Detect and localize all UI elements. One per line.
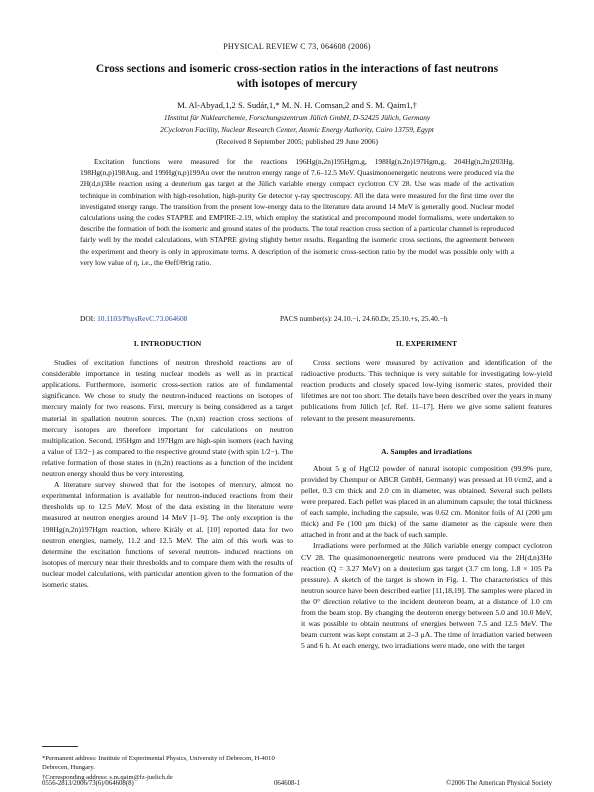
left-column [42,338,293,590]
doi-link[interactable]: 10.1103/PhysRevC.73.064608 [97,314,188,323]
footer-copyright: ©2006 The American Physical Society [446,780,552,787]
intro-paragraph-2: A literature survey showed that for the isotopes of mercury, almost no experimental information is available for neutron-induced reactions from their thresholds up to 12.5 MeV. Most of the data existing in the literature were measured at neutron energies around 14 MeV [1–9]. The only exception is the 198Hg(n,2n)197Hgm reaction, where Király et al. [10] reported data for two neutron energies, namely, 11.2 and 12.5 MeV. The aim of this work was to determine the excitation functions of several neutron- induced reactions on isotopes of mercury near their thresholds and to compare them with the results of nuclear model calculations, with particular attention given to the formation of the isomeric states. [42,480,293,589]
footer-page-number: 064608-1 [274,780,301,787]
footnote-divider [42,746,78,747]
doi-pacs-line [80,314,514,323]
doi-label: DOI: [80,314,96,323]
footnote-corresponding-address: †Corresponding address: s.m.qaim@fz-juelich.de [42,773,173,781]
samples-paragraph-2: Irradiations were performed at the Jülich variable energy compact cyclotron CV 28. The quasimonoenergetic neutrons were produced via the 2H(d,n)3He reaction (Q = 3.27 MeV) on a deuterium gas target (3.7 cm long, 1.8 × 105 Pa pressure). A sketch of the target is shown in Fig. 1. The characteristics of this neutron source have been described earlier [11,18,19]. The samples were placed in the 0° direction relative to the incident deuteron beam, at a distance of 1.0 cm from the beam stop. By changing the deuteron energy between 5.0 and 10.0 MeV, it was possible to obtain neutrons of energies between 7.5 and 12.5 MeV. The beam current was kept constant at 2–3 μA. The time of irradiation varied between 5 and 6 h. At each energy, two irradiations were made, one with the target [301,541,552,651]
footer-issn: 0556-2813/2006/73(6)/064608(8) [42,780,134,787]
samples-paragraph-1: About 5 g of HgCl2 powder of natural isotopic composition (99.9% pure, provided by Chempur or ABCR GmbH, Germany) was pressed at 10 t/cm2, and a pellet, 0.3 cm thick and 2.0 cm in diameter, was obtained. Several such pellets were prepared. Each pellet was placed in an aluminum capsule; the total thickness of each sample, including the capsule, was 0.62 cm. Monitor foils of Al (200 μm thick) and Fe (100 μm thick) of the same diameter as the capsule were then attached in front and at the back of each sample. [301,463,552,540]
abstract: Excitation functions were measured for the reactions 196Hg(n,2n)195Hgm,g, 198Hg(n,2n)197Hgm,g, 204Hg(n,2n)203Hg, 198Hg(n,p)198Aug, and 199Hg(n,p)199Au over the neutron energy range of 7.6–12.5 MeV. Quasimonoenergetic neutrons were produced via the 2H(d,n)3He reaction using a deuterium gas target at the Jülich variable energy compact cyclotron CV 28. Use was made of the activation technique in combination with high-resolution, high-purity Ge detector γ-ray spectroscopy. All the data were measured for the first time over the investigated energy range. The transition from the present low-energy data to the literature data around 14 MeV is generally good. Nuclear model calculations using the codes STAPRE and EMPIRE-2.19, which employ the statistical and precompound model formalisms, were undertaken to describe the formation of both the isomeric and ground states of the products. The total reaction cross section of a particular channel is reproduced fairly well by the model calculations, with STAPRE giving slightly better results. Regarding the isomeric cross sections, the agreement between the experiment and theory is only in approximate terms. A description of the isomeric cross-section ratio by the model was possible only with a very low value of η, i.e., the Θeff/Θrig ratio. [80,157,514,267]
intro-paragraph-1: Studies of excitation functions of neutron threshold reactions are of considerable importance in testing nuclear models as well as in practical applications. Furthermore, isomeric cross-section ratios are of fundamental significance. We chose to study the neutron-induced reactions on isotopes of mercury mainly for two reasons. First, mercury is being considered as a target material in spallation neutron sources. The (n,xn) reaction cross sections of mercury isotopes are therefore important for calculations on neutron multiplication. Second, 195Hgm and 197Hgm are high-spin isomers (each having a value of 13/2−) as compared to the respective ground state (with spin 1/2−). The relative formation of those states in (n,2n) reactions as a function of the incident neutron energy should thus be very interesting. [42,358,293,479]
right-column [301,338,552,651]
footnotes [42,754,293,782]
affiliation-1: 1Institut für Nuklearchemie, Forschungszentrum Jülich GmbH, D-52425 Jülich, Germany [163,113,431,122]
affiliation-2: 2Cyclotron Facility, Nuclear Research Center, Atomic Energy Authority, Cairo 13759, Egypt [160,125,434,134]
author-list: M. Al-Abyad,1,2 S. Sudár,1,* M. N. H. Comsan,2 and S. M. Qaim1,† [177,100,417,110]
section-heading-introduction: I. INTRODUCTION [133,339,202,348]
subsection-heading-samples: A. Samples and irradiations [381,446,472,456]
pacs-numbers: PACS number(s): 24.10.−i, 24.60.Dr, 25.10.+s, 25.40.−h [280,314,448,323]
journal-header: PHYSICAL REVIEW C 73, 064608 (2006) [223,42,371,51]
section-heading-experiment: II. EXPERIMENT [395,339,458,348]
experiment-paragraph-1: Cross sections were measured by activation and identification of the radioactive products. This technique is very suitable for investigating low-yield reaction products and closely spaced low-lying isomeric states, provided their lifetimes are not too short. The details have been described over the years in many publications from Jülich [cf. Ref. 11–17]. Here we give some salient features relevant to the present measurements. [301,358,552,423]
footnote-permanent-address: *Permanent address: Institute of Experimental Physics, University of Debrecen, H-4010 Debrecen, Hungary. [42,755,275,772]
paper-title: Cross sections and isomeric cross-section ratios in the interactions of fast neutrons with isotopes of mercury [95,63,499,90]
received-date: (Received 8 September 2005; published 29 June 2006) [216,137,378,146]
